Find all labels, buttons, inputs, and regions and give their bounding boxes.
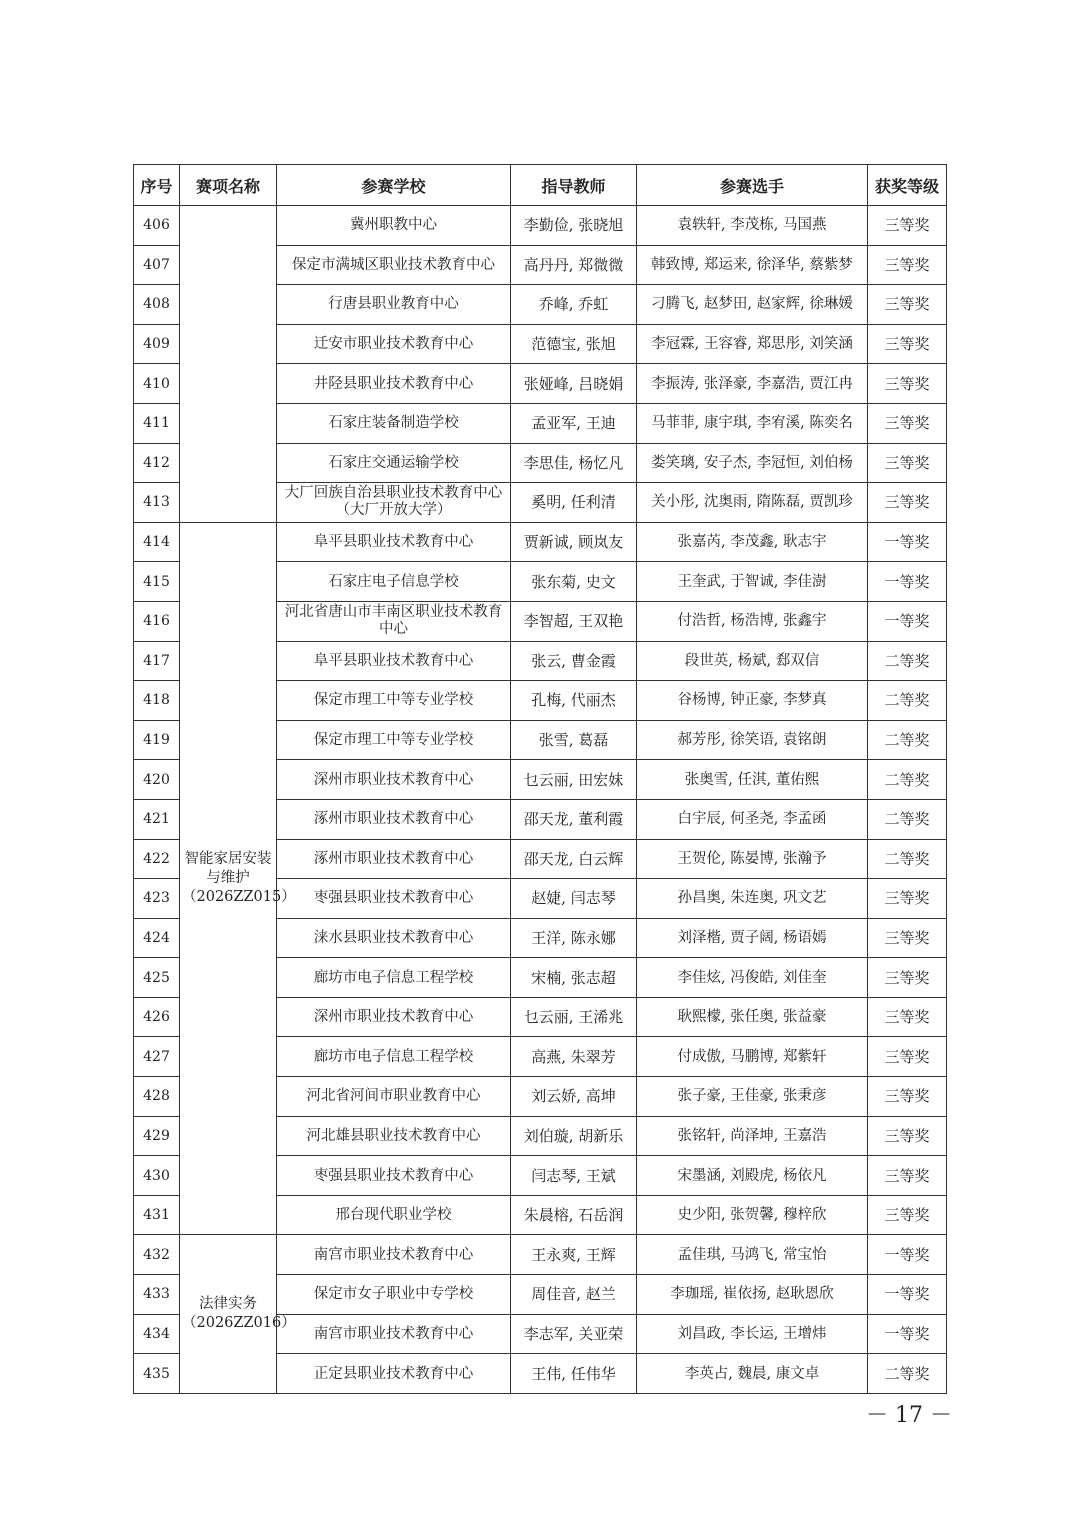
table-row: [134, 1235, 947, 1275]
row-award: 二等奖: [868, 720, 947, 760]
row-players: 宋墨涵, 刘殿虎, 杨依凡: [637, 1156, 868, 1196]
row-teachers: 邵天龙, 白云辉: [511, 839, 637, 879]
row-seq: 422: [134, 839, 180, 879]
row-seq: 429: [134, 1116, 180, 1156]
header-event: 赛项名称: [180, 165, 277, 206]
row-award: 三等奖: [868, 324, 947, 364]
row-award: 三等奖: [868, 1195, 947, 1235]
table-row: [134, 522, 947, 562]
row-seq: 416: [134, 601, 180, 641]
row-players: 马菲菲, 康宇琪, 李宥溪, 陈奕名: [637, 403, 868, 443]
row-seq: 428: [134, 1077, 180, 1117]
row-award: 三等奖: [868, 364, 947, 404]
row-award: 一等奖: [868, 1275, 947, 1315]
row-teachers: 张雪, 葛磊: [511, 720, 637, 760]
row-award: 一等奖: [868, 522, 947, 562]
row-school: 河北省唐山市丰南区职业技术教育中心: [277, 601, 511, 641]
row-teachers: 刘伯璇, 胡新乐: [511, 1116, 637, 1156]
row-school: 枣强县职业技术教育中心: [277, 879, 511, 919]
row-award: 三等奖: [868, 879, 947, 919]
row-school: 石家庄交通运输学校: [277, 443, 511, 483]
row-players: 孙昌奥, 朱连奥, 巩文艺: [637, 879, 868, 919]
event-name: 法律实务（2026ZZ016）: [180, 1235, 277, 1393]
row-seq: 413: [134, 483, 180, 523]
row-players: 郝芳彤, 徐笑语, 袁铭朗: [637, 720, 868, 760]
row-players: 刘泽楷, 贾子阔, 杨语嫣: [637, 918, 868, 958]
row-school: 石家庄装备制造学校: [277, 403, 511, 443]
row-school: 石家庄电子信息学校: [277, 562, 511, 602]
row-award: 三等奖: [868, 443, 947, 483]
row-teachers: 朱晨榕, 石岳润: [511, 1195, 637, 1235]
awards-table: [133, 164, 947, 1394]
row-players: 付浩哲, 杨浩博, 张鑫宇: [637, 601, 868, 641]
row-teachers: 闫志琴, 王斌: [511, 1156, 637, 1196]
row-award: 二等奖: [868, 839, 947, 879]
event-name: [180, 206, 277, 523]
row-teachers: 高燕, 朱翠芳: [511, 1037, 637, 1077]
row-school: 井陉县职业技术教育中心: [277, 364, 511, 404]
row-seq: 427: [134, 1037, 180, 1077]
row-teachers: 张娅峰, 吕晓娟: [511, 364, 637, 404]
row-players: 王贺伦, 陈晏博, 张瀚予: [637, 839, 868, 879]
row-school: 枣强县职业技术教育中心: [277, 1156, 511, 1196]
row-teachers: 范德宝, 张旭: [511, 324, 637, 364]
row-award: 一等奖: [868, 1314, 947, 1354]
row-teachers: 李勤俭, 张晓旭: [511, 206, 637, 246]
row-award: 二等奖: [868, 1354, 947, 1394]
header-teachers: 指导教师: [511, 165, 637, 206]
row-players: 李英占, 魏晨, 康文卓: [637, 1354, 868, 1394]
row-teachers: 孔梅, 代丽杰: [511, 681, 637, 721]
row-award: 二等奖: [868, 760, 947, 800]
row-award: 三等奖: [868, 403, 947, 443]
row-players: 张铭轩, 尚泽坤, 王嘉浩: [637, 1116, 868, 1156]
row-seq: 415: [134, 562, 180, 602]
row-seq: 412: [134, 443, 180, 483]
row-teachers: 张东菊, 史文: [511, 562, 637, 602]
row-teachers: 贾新诚, 顾岚友: [511, 522, 637, 562]
row-award: 三等奖: [868, 997, 947, 1037]
row-teachers: 奚明, 任利清: [511, 483, 637, 523]
row-players: 李冠霖, 王容睿, 郑思彤, 刘笑涵: [637, 324, 868, 364]
row-players: 谷杨博, 钟正豪, 李梦真: [637, 681, 868, 721]
row-teachers: 孟亚军, 王迪: [511, 403, 637, 443]
row-players: 刁腾飞, 赵梦田, 赵家辉, 徐琳媛: [637, 285, 868, 325]
row-players: 史少阳, 张贺馨, 穆梓欣: [637, 1195, 868, 1235]
row-school: 保定市理工中等专业学校: [277, 720, 511, 760]
row-school: 行唐县职业教育中心: [277, 285, 511, 325]
row-school: 保定市满城区职业技术教育中心: [277, 245, 511, 285]
row-award: 一等奖: [868, 601, 947, 641]
row-seq: 418: [134, 681, 180, 721]
table-body: [134, 206, 947, 1394]
row-school: 涿州市职业技术教育中心: [277, 839, 511, 879]
row-award: 三等奖: [868, 958, 947, 998]
row-players: 耿熙檬, 张任奥, 张益豪: [637, 997, 868, 1037]
header-award: 获奖等级: [868, 165, 947, 206]
row-players: 王奎武, 于智诚, 李佳澍: [637, 562, 868, 602]
row-seq: 433: [134, 1275, 180, 1315]
row-players: 孟佳琪, 马鸿飞, 常宝怡: [637, 1235, 868, 1275]
row-players: 袁轶轩, 李茂栋, 马国燕: [637, 206, 868, 246]
row-teachers: 王洋, 陈永娜: [511, 918, 637, 958]
row-school: 迁安市职业技术教育中心: [277, 324, 511, 364]
row-players: 张嘉芮, 李茂鑫, 耿志宇: [637, 522, 868, 562]
row-teachers: 李智超, 王双艳: [511, 601, 637, 641]
row-seq: 410: [134, 364, 180, 404]
row-teachers: 乔峰, 乔虹: [511, 285, 637, 325]
row-teachers: 赵婕, 闫志琴: [511, 879, 637, 919]
row-school: 河北省河间市职业教育中心: [277, 1077, 511, 1117]
row-seq: 425: [134, 958, 180, 998]
row-award: 一等奖: [868, 562, 947, 602]
row-seq: 421: [134, 799, 180, 839]
header-seq: 序号: [134, 165, 180, 206]
row-school: 涿州市职业技术教育中心: [277, 799, 511, 839]
row-school: 廊坊市电子信息工程学校: [277, 958, 511, 998]
page-number: － 17 －: [866, 1403, 952, 1428]
row-players: 李振涛, 张泽豪, 李嘉浩, 贾江冉: [637, 364, 868, 404]
row-teachers: 刘云娇, 高坤: [511, 1077, 637, 1117]
row-players: 李佳炫, 冯俊皓, 刘佳奎: [637, 958, 868, 998]
row-school: 正定县职业技术教育中心: [277, 1354, 511, 1394]
row-school: 深州市职业技术教育中心: [277, 997, 511, 1037]
row-players: 娄笑璃, 安子杰, 李冠恒, 刘伯杨: [637, 443, 868, 483]
row-players: 刘昌政, 李长运, 王增炜: [637, 1314, 868, 1354]
row-award: 三等奖: [868, 918, 947, 958]
row-players: 韩致博, 郑运来, 徐泽华, 蔡紫梦: [637, 245, 868, 285]
row-school: 保定市女子职业中专学校: [277, 1275, 511, 1315]
row-seq: 406: [134, 206, 180, 246]
row-award: 一等奖: [868, 1235, 947, 1275]
row-teachers: 王伟, 任伟华: [511, 1354, 637, 1394]
row-seq: 426: [134, 997, 180, 1037]
row-seq: 408: [134, 285, 180, 325]
row-award: 三等奖: [868, 1156, 947, 1196]
row-teachers: 高丹丹, 郑微微: [511, 245, 637, 285]
row-teachers: 周佳音, 赵兰: [511, 1275, 637, 1315]
row-players: 李珈瑶, 崔依扬, 赵耿恩欣: [637, 1275, 868, 1315]
row-school: 深州市职业技术教育中心: [277, 760, 511, 800]
row-seq: 434: [134, 1314, 180, 1354]
row-seq: 419: [134, 720, 180, 760]
row-seq: 417: [134, 641, 180, 681]
row-teachers: 邵天龙, 董利霞: [511, 799, 637, 839]
header-players: 参赛选手: [637, 165, 868, 206]
row-school: 涞水县职业技术教育中心: [277, 918, 511, 958]
event-name: 智能家居安装与维护（2026ZZ015）: [180, 522, 277, 1235]
row-players: 段世英, 杨斌, 郄双信: [637, 641, 868, 681]
row-award: 三等奖: [868, 245, 947, 285]
row-seq: 435: [134, 1354, 180, 1394]
row-teachers: 王永爽, 王辉: [511, 1235, 637, 1275]
row-seq: 420: [134, 760, 180, 800]
row-award: 二等奖: [868, 799, 947, 839]
row-school: 保定市理工中等专业学校: [277, 681, 511, 721]
row-seq: 407: [134, 245, 180, 285]
row-school: 阜平县职业技术教育中心: [277, 522, 511, 562]
row-award: 三等奖: [868, 483, 947, 523]
row-school: 河北雄县职业技术教育中心: [277, 1116, 511, 1156]
row-seq: 432: [134, 1235, 180, 1275]
row-players: 张子豪, 王佳豪, 张秉彦: [637, 1077, 868, 1117]
row-players: 付成傲, 马鹏博, 郑紫轩: [637, 1037, 868, 1077]
row-teachers: 张云, 曹金霞: [511, 641, 637, 681]
row-school: 大厂回族自治县职业技术教育中心（大厂开放大学）: [277, 483, 511, 523]
row-players: 关小彤, 沈奥雨, 隋陈磊, 贾凯珍: [637, 483, 868, 523]
row-school: 邢台现代职业学校: [277, 1195, 511, 1235]
header-school: 参赛学校: [277, 165, 511, 206]
row-school: 南宫市职业技术教育中心: [277, 1235, 511, 1275]
row-seq: 414: [134, 522, 180, 562]
row-teachers: 乜云丽, 王浠兆: [511, 997, 637, 1037]
table-row: [134, 206, 947, 246]
row-players: 白宇辰, 何圣尧, 李孟函: [637, 799, 868, 839]
row-award: 三等奖: [868, 285, 947, 325]
row-seq: 431: [134, 1195, 180, 1235]
row-school: 阜平县职业技术教育中心: [277, 641, 511, 681]
row-award: 二等奖: [868, 641, 947, 681]
row-teachers: 宋楠, 张志超: [511, 958, 637, 998]
row-seq: 409: [134, 324, 180, 364]
row-school: 南宫市职业技术教育中心: [277, 1314, 511, 1354]
row-school: 廊坊市电子信息工程学校: [277, 1037, 511, 1077]
row-seq: 411: [134, 403, 180, 443]
row-award: 三等奖: [868, 206, 947, 246]
row-teachers: 李志军, 关亚荣: [511, 1314, 637, 1354]
row-school: 冀州职教中心: [277, 206, 511, 246]
row-award: 三等奖: [868, 1116, 947, 1156]
row-award: 二等奖: [868, 681, 947, 721]
row-players: 张奥雪, 任淇, 董佑熙: [637, 760, 868, 800]
row-award: 三等奖: [868, 1037, 947, 1077]
row-seq: 424: [134, 918, 180, 958]
row-seq: 423: [134, 879, 180, 919]
row-teachers: 李思佳, 杨忆凡: [511, 443, 637, 483]
row-award: 三等奖: [868, 1077, 947, 1117]
row-seq: 430: [134, 1156, 180, 1196]
table-header-row: [134, 165, 947, 206]
row-teachers: 乜云丽, 田宏妹: [511, 760, 637, 800]
